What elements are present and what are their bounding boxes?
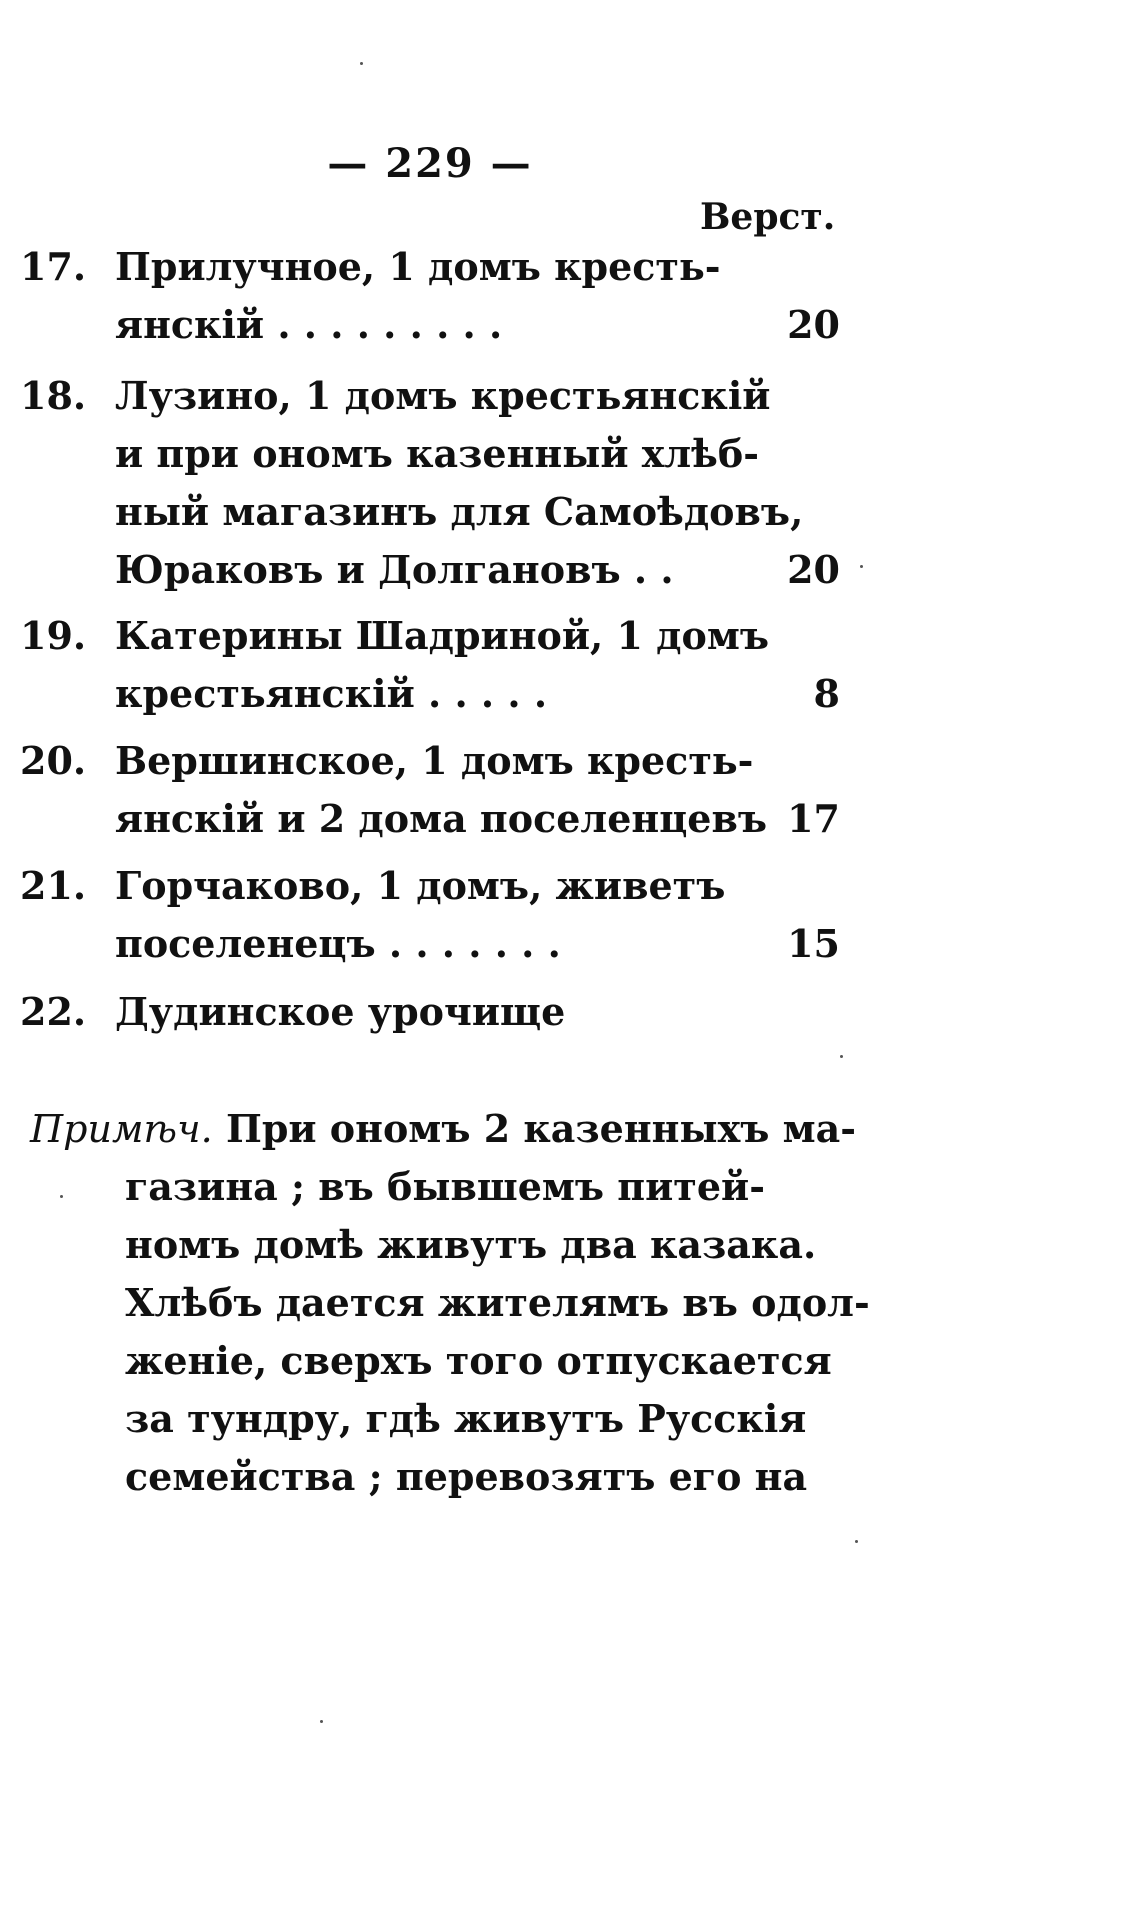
note-text-line: Хлѣбъ дается жителямъ въ одол-	[125, 1280, 870, 1325]
list-item	[20, 983, 840, 1041]
note-text-line: номъ домѣ живутъ два казака.	[125, 1222, 817, 1267]
entry-distance: 17	[787, 796, 840, 841]
entry-text-line: Юраковъ и Долгановъ . .	[115, 547, 674, 592]
list-item	[20, 367, 840, 599]
list-item	[20, 857, 840, 973]
note-label: Примѣч.	[30, 1107, 213, 1151]
entry-number: 19.	[20, 613, 87, 658]
scan-speck	[360, 62, 363, 65]
entry-text-line: ный магазинъ для Самоѣдовъ,	[115, 489, 804, 534]
entry-text-line: Лузино, 1 домъ крестьянскій	[115, 373, 771, 418]
entry-text-line: Вершинское, 1 домъ кресть-	[115, 738, 754, 783]
entry-text-line: янскій . . . . . . . . .	[115, 302, 503, 347]
list-item	[20, 732, 840, 848]
entry-text-line: Прилучное, 1 домъ кресть-	[115, 244, 721, 289]
entry-text-line: и при ономъ казенный хлѣб-	[115, 431, 760, 476]
entry-number: 17.	[20, 244, 87, 289]
distance-column-header: Верст.	[700, 196, 836, 238]
scan-speck	[840, 1055, 843, 1058]
note-text-line: газина ; въ бывшемъ питей-	[125, 1164, 765, 1209]
note-text-line: При ономъ 2 казенныхъ ма-	[225, 1106, 857, 1151]
scan-speck	[320, 1720, 323, 1723]
note-text-line: семейства ; перевозятъ его на	[125, 1454, 808, 1499]
entry-text-line: Дудинское урочище	[115, 989, 566, 1034]
entry-number: 21.	[20, 863, 87, 908]
entry-distance: 20	[787, 547, 840, 592]
entry-number: 18.	[20, 373, 87, 418]
scan-speck	[60, 1195, 63, 1198]
page-number: — 229 —	[327, 140, 533, 187]
entry-distance: 20	[787, 302, 840, 347]
entry-text-line: Горчаково, 1 домъ, живетъ	[115, 863, 726, 908]
list-item	[20, 607, 840, 723]
note-text-line: женіе, сверхъ того отпускается	[125, 1338, 832, 1383]
entry-distance: 8	[813, 671, 840, 716]
list-item	[20, 238, 840, 354]
scan-speck	[855, 1540, 858, 1543]
entry-text-line: янскій и 2 дома поселенцевъ	[115, 796, 767, 841]
entry-text-line: крестьянскій . . . . .	[115, 671, 548, 716]
entry-number: 22.	[20, 989, 87, 1034]
scan-speck	[860, 565, 863, 568]
entry-number: 20.	[20, 738, 87, 783]
entry-text-line: поселенецъ . . . . . . .	[115, 921, 561, 966]
note-text-line: за тундру, гдѣ живутъ Русскія	[125, 1396, 807, 1441]
note-first-line	[30, 1100, 856, 1158]
entry-text-line: Катерины Шадриной, 1 домъ	[115, 613, 769, 658]
entry-distance: 15	[787, 921, 840, 966]
